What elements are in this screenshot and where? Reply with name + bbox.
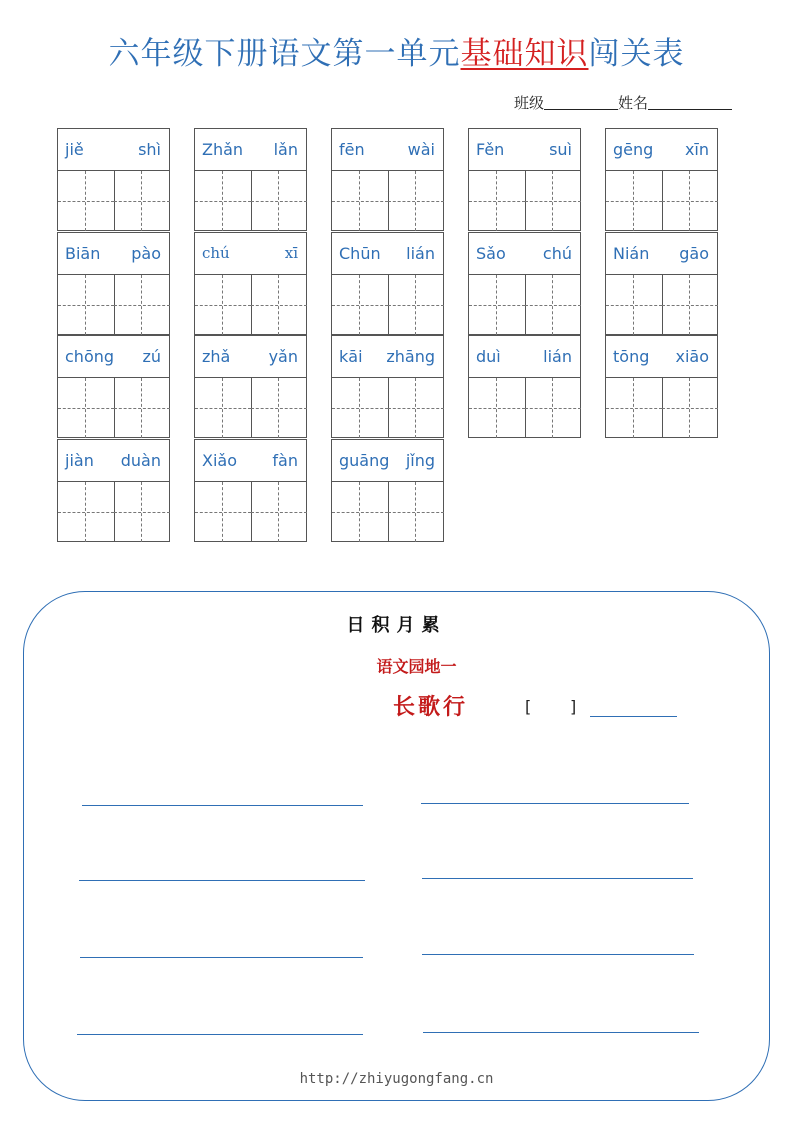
word-box xyxy=(605,335,718,438)
pinyin-syllable: kāi xyxy=(339,347,363,366)
pinyin-label xyxy=(58,440,169,482)
pinyin-label xyxy=(195,233,306,275)
pinyin-syllable: chōng xyxy=(65,347,115,366)
pinyin-syllable: xiāo xyxy=(675,347,709,366)
tianzige-cell[interactable] xyxy=(525,275,581,335)
tianzige-cell[interactable] xyxy=(195,275,252,335)
pinyin-syllable: yǎn xyxy=(268,347,298,366)
pinyin-label xyxy=(332,129,443,171)
pinyin-syllable: Biān xyxy=(65,243,101,263)
pinyin-label xyxy=(469,129,580,171)
tianzige-cell[interactable] xyxy=(332,275,389,335)
tianzige-cell[interactable] xyxy=(195,378,252,438)
pinyin-syllable: tōng xyxy=(613,347,650,366)
pinyin-syllable: chú xyxy=(542,243,572,263)
pinyin-syllable: duì xyxy=(476,347,501,366)
pinyin-syllable: xīn xyxy=(684,140,709,159)
tianzige-cell[interactable] xyxy=(332,482,389,542)
tianzige-cell[interactable] xyxy=(58,378,115,438)
author-bracket-close: ] xyxy=(570,697,577,716)
author-answer-line[interactable] xyxy=(590,716,677,717)
pinyin-syllable: lián xyxy=(406,243,435,263)
tianzige-cell[interactable] xyxy=(525,378,581,438)
pinyin-syllable: zhāng xyxy=(386,347,435,366)
tianzige-cell[interactable] xyxy=(195,482,252,542)
class-label: 班级 xyxy=(514,94,545,112)
tianzige-cell[interactable] xyxy=(58,275,115,335)
pinyin-label xyxy=(195,440,306,482)
pinyin-syllable: fàn xyxy=(272,450,298,470)
pinyin-label xyxy=(58,336,169,378)
name-blank[interactable] xyxy=(648,93,732,110)
pinyin-syllable: wài xyxy=(407,140,435,159)
pinyin-syllable: Fěn xyxy=(476,140,505,159)
pinyin-syllable: lián xyxy=(543,347,572,366)
pinyin-syllable: zú xyxy=(142,347,161,366)
pinyin-syllable: shì xyxy=(138,140,161,159)
writing-line[interactable] xyxy=(422,954,694,955)
writing-line[interactable] xyxy=(77,1034,363,1035)
pinyin-syllable: Nián xyxy=(613,243,650,263)
pinyin-syllable: pào xyxy=(131,243,161,263)
pinyin-label xyxy=(332,233,443,275)
tianzige-cell[interactable] xyxy=(114,378,170,438)
word-box xyxy=(194,439,307,542)
writing-line[interactable] xyxy=(80,957,363,958)
pinyin-syllable: jiàn xyxy=(65,450,94,470)
tianzige-cell[interactable] xyxy=(606,378,663,438)
tianzige-cell[interactable] xyxy=(332,171,389,231)
word-box xyxy=(605,232,718,335)
tianzige-cell[interactable] xyxy=(388,171,444,231)
pinyin-label xyxy=(606,129,717,171)
tianzige-cell[interactable] xyxy=(251,378,307,438)
tianzige-cell[interactable] xyxy=(606,171,663,231)
tianzige-cell[interactable] xyxy=(525,171,581,231)
tianzige-cell[interactable] xyxy=(469,378,526,438)
tianzige-cell[interactable] xyxy=(251,275,307,335)
tianzige-cell[interactable] xyxy=(195,171,252,231)
name-label: 姓名 xyxy=(618,94,649,112)
pinyin-label xyxy=(606,336,717,378)
poem-title: 长歌行 xyxy=(393,694,469,720)
pinyin-syllable: guāng xyxy=(339,450,390,470)
pinyin-syllable: gēng xyxy=(613,140,654,159)
pinyin-syllable: Xiǎo xyxy=(202,450,237,470)
tianzige-cell[interactable] xyxy=(58,171,115,231)
pinyin-label xyxy=(58,129,169,171)
writing-line[interactable] xyxy=(82,805,363,806)
tianzige-cell[interactable] xyxy=(662,171,718,231)
title-part-1: 六年级下册语文第一单元 xyxy=(108,36,461,72)
writing-line[interactable] xyxy=(422,878,693,879)
tianzige-cell[interactable] xyxy=(388,482,444,542)
word-box xyxy=(57,128,170,231)
tianzige-cell[interactable] xyxy=(388,275,444,335)
pinyin-syllable: fēn xyxy=(339,140,365,159)
author-bracket-open: [ xyxy=(525,697,532,716)
class-blank[interactable] xyxy=(544,93,618,110)
tianzige-cell[interactable] xyxy=(251,482,307,542)
word-box xyxy=(468,128,581,231)
pinyin-syllable: Zhǎn xyxy=(202,140,244,159)
writing-line[interactable] xyxy=(79,880,365,881)
tianzige-cell[interactable] xyxy=(469,275,526,335)
pinyin-syllable: lǎn xyxy=(273,140,298,159)
pinyin-label xyxy=(469,336,580,378)
tianzige-cell[interactable] xyxy=(606,275,663,335)
word-box xyxy=(194,232,307,335)
pinyin-syllable: Sǎo xyxy=(476,243,506,263)
pinyin-syllable: gāo xyxy=(679,243,709,263)
tianzige-cell[interactable] xyxy=(114,171,170,231)
page-title xyxy=(0,28,793,73)
tianzige-cell[interactable] xyxy=(662,378,718,438)
pinyin-syllable: Chūn xyxy=(339,243,381,263)
pinyin-syllable: xī xyxy=(284,244,298,262)
word-box xyxy=(194,335,307,438)
word-box xyxy=(468,335,581,438)
word-box xyxy=(57,439,170,542)
class-name-field xyxy=(514,92,732,113)
tianzige-cell[interactable] xyxy=(662,275,718,335)
tianzige-cell[interactable] xyxy=(114,275,170,335)
pinyin-syllable: suì xyxy=(549,140,572,159)
tianzige-cell[interactable] xyxy=(332,378,389,438)
pinyin-label xyxy=(195,129,306,171)
word-box xyxy=(57,232,170,335)
pinyin-label xyxy=(469,233,580,275)
pinyin-syllable: jǐng xyxy=(405,450,435,470)
tianzige-cell[interactable] xyxy=(58,482,115,542)
title-highlight: 基础知识 xyxy=(460,36,589,72)
pinyin-label xyxy=(606,233,717,275)
pinyin-label xyxy=(58,233,169,275)
pinyin-label xyxy=(195,336,306,378)
writing-line[interactable] xyxy=(421,803,689,804)
writing-line[interactable] xyxy=(423,1032,699,1033)
tianzige-cell[interactable] xyxy=(114,482,170,542)
word-box xyxy=(194,128,307,231)
word-box xyxy=(331,335,444,438)
pinyin-label xyxy=(332,440,443,482)
unit-title: 语文园地一 xyxy=(376,657,457,676)
pinyin-syllable: jiě xyxy=(65,140,84,159)
title-part-2: 闯关表 xyxy=(588,36,685,72)
word-box xyxy=(331,128,444,231)
tianzige-cell[interactable] xyxy=(469,171,526,231)
pinyin-syllable: duàn xyxy=(120,450,161,470)
tianzige-cell[interactable] xyxy=(251,171,307,231)
word-box xyxy=(468,232,581,335)
word-box xyxy=(331,232,444,335)
pinyin-syllable: zhǎ xyxy=(202,347,231,366)
footer-url: http://zhiyugongfang.cn xyxy=(299,1071,494,1087)
accumulation-heading: 日积月累 xyxy=(346,615,447,636)
word-box xyxy=(331,439,444,542)
word-box xyxy=(57,335,170,438)
word-box xyxy=(605,128,718,231)
pinyin-syllable: chú xyxy=(202,244,230,262)
pinyin-label xyxy=(332,336,443,378)
tianzige-cell[interactable] xyxy=(388,378,444,438)
